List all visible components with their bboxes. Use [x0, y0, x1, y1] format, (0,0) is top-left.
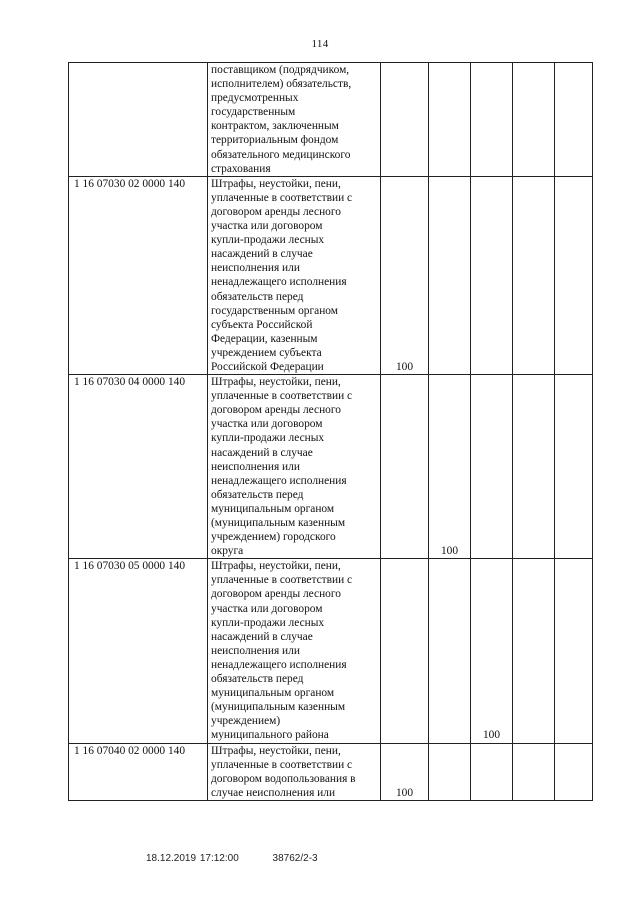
description-line: участка или договором	[211, 220, 323, 233]
code-cell: 1 16 07030 02 0000 140	[69, 176, 208, 374]
share-cell-c4	[513, 743, 555, 800]
description-line: неисполнения или	[211, 460, 300, 473]
description-line: участка или договором	[211, 418, 323, 431]
share-cell-c3	[471, 375, 513, 559]
description-line: купли-продажи лесных	[211, 432, 325, 445]
description-line: муниципального района	[211, 729, 329, 742]
description-line: контрактом, заключенным	[211, 120, 339, 133]
table-row	[69, 375, 593, 559]
description-cell	[208, 559, 381, 743]
description-line: учреждением)	[211, 715, 281, 728]
description-line: насаждений в случае	[211, 630, 313, 643]
description-line: предусмотренных	[211, 92, 299, 105]
share-cell-c5	[555, 176, 593, 374]
footer-doc-id: 38762/2-3	[272, 853, 318, 864]
share-cell-c4	[513, 63, 555, 177]
description-line: насаждений в случае	[211, 446, 313, 459]
share-cell-c2: 100	[429, 375, 471, 559]
share-cell-c1: 100	[381, 743, 429, 800]
description-line: ненадлежащего исполнения	[211, 474, 347, 487]
share-cell-c3: 100	[471, 559, 513, 743]
description-line: страхования	[211, 162, 271, 175]
description-line: уплаченные в соответствии с	[211, 191, 353, 204]
description-line: купли-продажи лесных	[211, 234, 325, 247]
description-line: неисполнения или	[211, 262, 300, 275]
share-cell-c2	[429, 743, 471, 800]
description-line: Штрафы, неустойки, пени,	[211, 744, 341, 757]
description-line: Федерации, казенным	[211, 332, 318, 345]
description-cell	[208, 63, 381, 177]
description-line: ненадлежащего исполнения	[211, 658, 347, 671]
description-line: муниципальным органом	[211, 502, 335, 515]
share-cell-c4	[513, 176, 555, 374]
share-cell-c1	[381, 375, 429, 559]
description-line: неисполнения или	[211, 644, 300, 657]
share-cell-c2	[429, 559, 471, 743]
description-line: случае неисполнения или	[211, 786, 336, 799]
description-line: уплаченные в соответствии с	[211, 758, 353, 771]
share-cell-c1	[381, 63, 429, 177]
share-cell-c5	[555, 375, 593, 559]
description-line: государственным	[211, 106, 296, 119]
share-cell-c2	[429, 176, 471, 374]
description-line: учреждением) городского	[211, 531, 336, 544]
table-row	[69, 559, 593, 743]
description-line: уплаченные в соответствии с	[211, 390, 353, 403]
description-line: обязательств перед	[211, 488, 304, 501]
description-line: обязательств перед	[211, 673, 304, 686]
description-line: поставщиком (подрядчиком,	[211, 64, 350, 76]
description-line: насаждений в случае	[211, 248, 313, 261]
share-cell-c4	[513, 375, 555, 559]
share-cell-c1	[381, 559, 429, 743]
description-line: купли-продажи лесных	[211, 616, 325, 629]
share-cell-c4	[513, 559, 555, 743]
description-line: Штрафы, неустойки, пени,	[211, 177, 341, 190]
description-line: договором водопользования в	[211, 772, 356, 785]
share-cell-c5	[555, 63, 593, 177]
description-line: Штрафы, неустойки, пени,	[211, 560, 341, 573]
description-line: субъекта Российской	[211, 318, 313, 331]
table-row	[69, 63, 593, 177]
description-cell	[208, 743, 381, 800]
share-cell-c5	[555, 743, 593, 800]
footer-timestamp: 18.12.2019 17:12:00	[146, 853, 239, 864]
description-line: Штрафы, неустойки, пени,	[211, 376, 341, 389]
description-cell	[208, 176, 381, 374]
revenue-codes-table	[68, 62, 593, 801]
code-cell: 1 16 07040 02 0000 140	[69, 743, 208, 800]
share-cell-c3	[471, 743, 513, 800]
description-line: исполнителем) обязательств,	[211, 78, 352, 91]
description-line: договором аренды лесного	[211, 588, 341, 601]
share-cell-c5	[555, 559, 593, 743]
description-line: ненадлежащего исполнения	[211, 276, 347, 289]
description-line: договором аренды лесного	[211, 404, 341, 417]
table-row	[69, 743, 593, 800]
description-line: (муниципальным казенным	[211, 701, 346, 714]
share-cell-c3	[471, 63, 513, 177]
description-line: (муниципальным казенным	[211, 517, 346, 529]
share-cell-c1: 100	[381, 176, 429, 374]
description-line: округа	[211, 545, 244, 558]
share-cell-c2	[429, 63, 471, 177]
description-line: обязательного медицинского	[211, 148, 351, 161]
code-cell: 1 16 07030 04 0000 140	[69, 375, 208, 559]
description-line: государственным органом	[211, 304, 338, 317]
table-row	[69, 176, 593, 374]
description-line: участка или договором	[211, 602, 323, 615]
share-cell-c3	[471, 176, 513, 374]
code-cell	[69, 63, 208, 177]
description-line: уплаченные в соответствии с	[211, 574, 353, 587]
page-number: 114	[311, 38, 329, 50]
description-line: учреждением субъекта	[211, 346, 322, 359]
description-line: договором аренды лесного	[211, 205, 341, 218]
description-cell	[208, 375, 381, 559]
code-cell: 1 16 07030 05 0000 140	[69, 559, 208, 743]
description-line: обязательств перед	[211, 290, 304, 303]
footer	[146, 853, 318, 864]
description-line: Российской Федерации	[211, 360, 324, 373]
description-line: территориальным фондом	[211, 134, 339, 147]
description-line: муниципальным органом	[211, 687, 335, 700]
